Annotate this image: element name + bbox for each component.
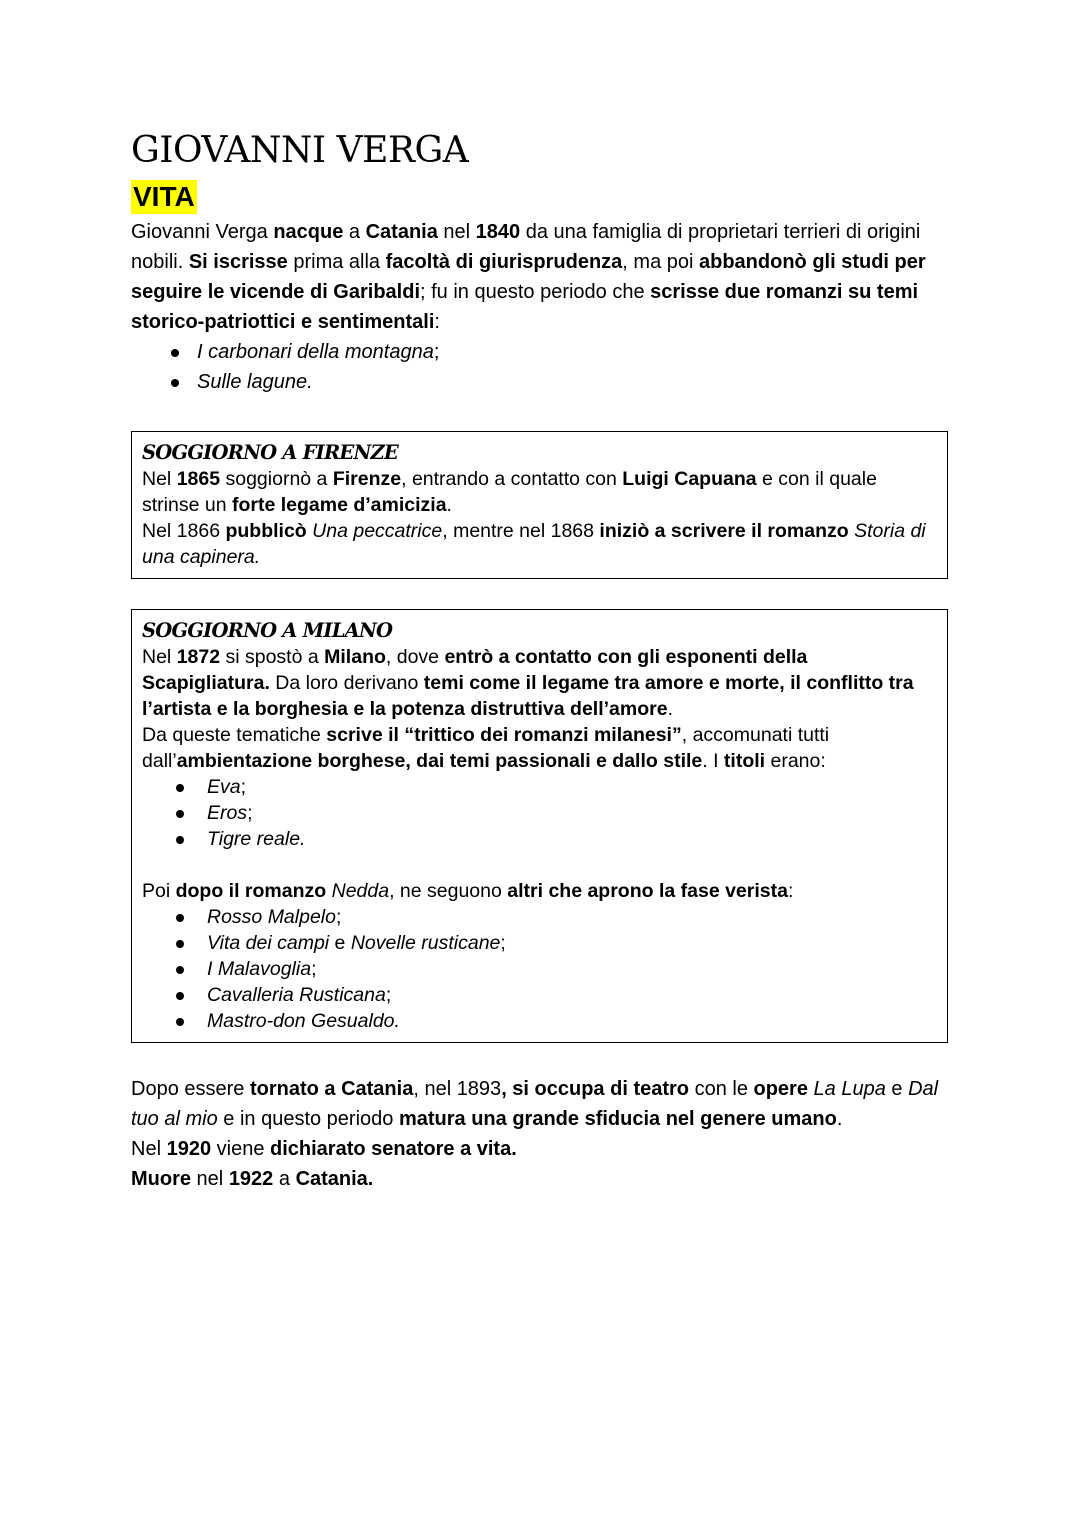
punctuation: ; — [433, 341, 440, 363]
bold-text: Milano — [324, 646, 386, 668]
text: . — [446, 494, 452, 516]
firenze-paragraph-2 — [142, 518, 937, 570]
text: Da loro derivano — [269, 672, 424, 694]
text: e con il quale strinse un — [142, 468, 877, 516]
punctuation: ; — [335, 906, 342, 928]
closing-text-1 — [131, 1074, 951, 1134]
work-title: Novelle rusticane — [350, 932, 501, 954]
bold-text: nacque — [273, 221, 344, 243]
trittico-list — [142, 774, 937, 852]
text: Nel — [142, 468, 177, 490]
text: prima alla — [287, 251, 386, 273]
document-page — [131, 125, 951, 1194]
intro-paragraph — [131, 217, 951, 397]
bold-text: abbandonò gli studi per seguire le vicende di Garibaldi — [131, 251, 926, 303]
text: a — [343, 221, 366, 243]
text: si spostò a — [220, 646, 325, 668]
firenze-box — [131, 431, 948, 579]
text: e — [885, 1078, 909, 1100]
bold-text: dichiarato senatore a vita. — [270, 1138, 517, 1160]
text: . I — [702, 750, 724, 772]
milano-box — [131, 609, 948, 1043]
bold-text: matura una grande sfiducia nel genere umano — [398, 1108, 837, 1130]
bold-text: forte legame d’amicizia — [231, 494, 447, 516]
section-heading-vita: VITA — [133, 181, 195, 212]
bullet-icon — [176, 992, 184, 1000]
text: : — [434, 311, 440, 333]
bold-text: altri che aprono la fase verista — [507, 880, 788, 902]
firenze-paragraph-1 — [142, 466, 937, 518]
work-title: Vita dei campi — [207, 932, 330, 954]
closing-text-2 — [131, 1134, 951, 1164]
intro-text — [131, 217, 951, 337]
list-item — [170, 982, 937, 1008]
bullet-icon — [176, 784, 184, 792]
italic-text: Una peccatrice — [312, 520, 443, 542]
text: , ne seguono — [389, 880, 508, 902]
text: , accomunati tutti dall’ — [142, 724, 830, 772]
bold-text: 1922 — [228, 1168, 274, 1190]
firenze-heading: SOGGIORNO A FIRENZE — [142, 441, 398, 464]
bullet-icon — [176, 940, 184, 948]
text: viene — [211, 1138, 271, 1160]
text: Nel — [131, 1138, 167, 1160]
text: , mentre nel 1868 — [442, 520, 600, 542]
text: Da queste tematiche — [142, 724, 327, 746]
text: nel — [437, 221, 476, 243]
punctuation: ; — [311, 958, 317, 980]
spacer — [142, 852, 937, 878]
bold-text: scrive il “trittico dei romanzi milanesi” — [326, 724, 682, 746]
milano-paragraph-1 — [142, 644, 937, 722]
bold-text: Catania — [365, 221, 438, 243]
milano-paragraph-2 — [142, 722, 937, 774]
bullet-icon — [176, 966, 184, 974]
text: Poi — [142, 880, 176, 902]
work-title: Eros — [207, 802, 248, 824]
bold-text: Catania. — [295, 1168, 374, 1190]
bold-text: 1840 — [475, 221, 521, 243]
bullet-icon — [176, 810, 184, 818]
text: , entrando a contatto con — [401, 468, 623, 490]
punctuation: ; — [240, 776, 247, 798]
closing-text-3 — [131, 1164, 951, 1194]
work-title: Rosso Malpelo — [207, 906, 336, 928]
bold-text: titoli — [723, 750, 766, 772]
list-item — [163, 337, 951, 367]
text: , dove — [385, 646, 445, 668]
work-title: I carbonari della montagna — [197, 341, 434, 363]
bold-text: Si iscrisse — [188, 251, 288, 273]
bold-text: entrò a contatto con gli esponenti della Scapigliatura. — [142, 646, 808, 694]
text: da una famiglia di proprietari terrieri di origini nobili. — [131, 221, 921, 273]
text: : — [787, 880, 794, 902]
bullet-icon — [171, 379, 179, 387]
text: a — [273, 1168, 296, 1190]
bold-text: Firenze — [332, 468, 402, 490]
work-title: Cavalleria Rusticana — [207, 984, 386, 1006]
list-item — [170, 800, 937, 826]
text: , nel 1893 — [413, 1078, 502, 1100]
text: Giovanni Verga — [131, 221, 274, 243]
bullet-icon — [176, 914, 184, 922]
bullet-icon — [171, 349, 179, 357]
bold-text: ambientazione borghese, dai temi passionali e dallo stile — [176, 750, 703, 772]
bold-text: 1865 — [176, 468, 221, 490]
punctuation: ; — [247, 802, 253, 824]
bullet-icon — [176, 1018, 184, 1026]
list-item — [170, 930, 937, 956]
milano-paragraph-3 — [142, 878, 937, 904]
list-item — [163, 367, 951, 397]
list-item — [170, 1008, 937, 1034]
punctuation: ; — [385, 984, 392, 1006]
text: nel — [191, 1168, 229, 1190]
list-item — [170, 904, 937, 930]
text: . — [667, 698, 673, 720]
bold-text: 1872 — [176, 646, 221, 668]
list-item — [170, 956, 937, 982]
punctuation: ; — [500, 932, 506, 954]
bold-text: facoltà di giurisprudenza — [385, 251, 623, 273]
text: , ma poi — [622, 251, 699, 273]
italic-text: Dal tuo al mio — [131, 1078, 939, 1130]
bold-text: tornato a Catania — [249, 1078, 414, 1100]
text: erano: — [765, 750, 826, 772]
text: Nel 1866 — [142, 520, 226, 542]
work-title: Mastro-don Gesualdo. — [207, 1010, 400, 1032]
text: soggiornò a — [220, 468, 333, 490]
text: ; fu in questo periodo che — [420, 281, 651, 303]
bold-text: temi come il legame tra amore e morte, il conflitto tra l’artista e la borghesia e la potenza distruttiva dell’amore — [142, 672, 914, 720]
work-title: I Malavoglia — [207, 958, 312, 980]
bullet-icon — [176, 836, 184, 844]
text: e in questo periodo — [217, 1108, 399, 1130]
bold-text: iniziò a scrivere il romanzo — [599, 520, 849, 542]
punctuation: . — [307, 371, 313, 393]
bold-text: 1920 — [166, 1138, 212, 1160]
verismo-list — [142, 904, 937, 1034]
list-item — [170, 774, 937, 800]
italic-text: Storia di una capinera. — [142, 520, 926, 568]
early-works-list — [131, 337, 951, 397]
list-item — [170, 826, 937, 852]
text: Dopo essere — [131, 1078, 250, 1100]
bold-text: Muore — [131, 1168, 191, 1190]
bold-text: , si occupa di teatro — [501, 1078, 690, 1100]
bold-text: opere — [753, 1078, 808, 1100]
closing-paragraph — [131, 1074, 951, 1194]
bold-text: pubblicò — [225, 520, 307, 542]
bold-text: dopo il romanzo — [175, 880, 327, 902]
italic-text: La Lupa — [813, 1078, 886, 1100]
work-title: Tigre reale. — [207, 828, 306, 850]
text: e — [329, 932, 351, 954]
work-title: Eva — [207, 776, 241, 798]
bold-text: scrisse due romanzi su temi storico-patriottici e sentimentali — [131, 281, 919, 333]
italic-text: Nedda — [331, 880, 390, 902]
text: Nel — [142, 646, 177, 668]
milano-heading: SOGGIORNO A MILANO — [142, 619, 393, 642]
text: con le — [689, 1078, 754, 1100]
text: . — [836, 1108, 843, 1130]
work-title: Sulle lagune — [197, 371, 308, 393]
document-title: GIOVANNI VERGA — [131, 130, 469, 171]
bold-text: Luigi Capuana — [622, 468, 757, 490]
